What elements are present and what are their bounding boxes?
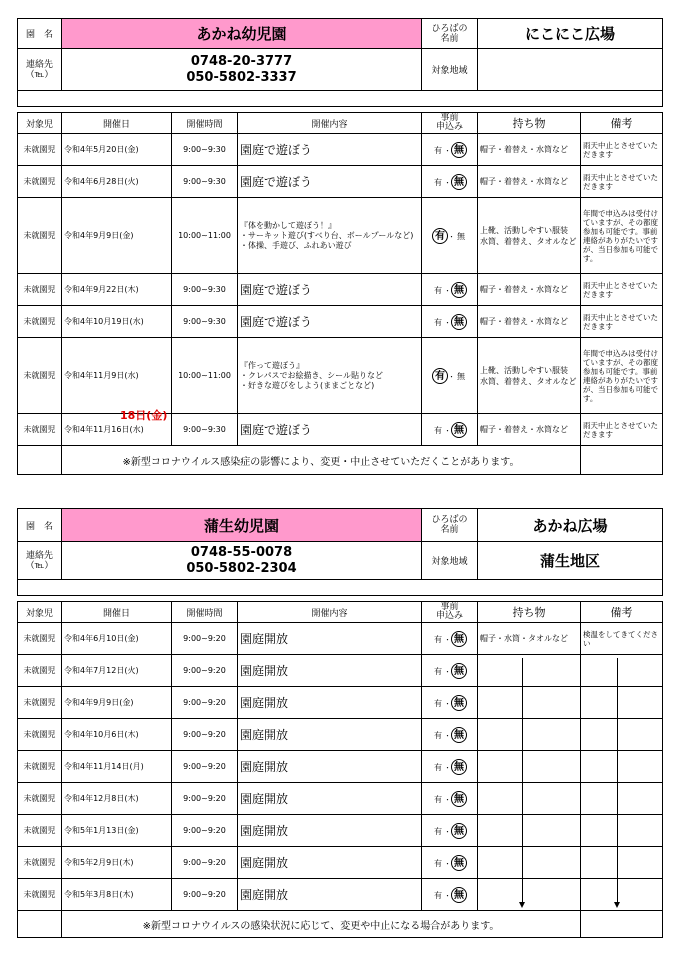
- notes-cell: [581, 687, 663, 719]
- reservation-yes: 有: [434, 177, 442, 187]
- table-row: [18, 847, 663, 879]
- schedule-table: [17, 601, 663, 938]
- hiroba-label-text: ひろばの 名前: [431, 515, 468, 535]
- footnote-spacer-right: [581, 446, 663, 475]
- reservation-separator: ・: [444, 178, 451, 187]
- notes-continuation-arrow-icon: [614, 902, 620, 908]
- phone-numbers: [62, 49, 422, 91]
- content-cell: 園庭開放: [238, 623, 422, 655]
- reservation-no-circled: 無: [451, 282, 467, 298]
- target-cell: 未就園児: [18, 338, 62, 414]
- header-time: 開催時間: [172, 602, 238, 623]
- reservation-separator: ・: [444, 699, 451, 708]
- date-cell: 令和5年2月9日(木): [62, 847, 172, 879]
- reservation-no-circled: 無: [451, 314, 467, 330]
- date-cell: 令和5年1月13日(金): [62, 815, 172, 847]
- spacer-row: [18, 580, 663, 596]
- notes-cell: 雨天中止とさせていただきます: [581, 274, 663, 306]
- phone-number-1: 0748-55-0078: [190, 544, 293, 560]
- footnote: ※新型コロナウイルス感染症の影響により、変更・中止させていただくことがあります。: [62, 446, 581, 475]
- reservation-cell: [422, 306, 478, 338]
- items-cell: 上靴、活動しやすい服装 水筒、着替え、タオルなど: [478, 338, 581, 414]
- time-cell: 10:00~11:00: [172, 338, 238, 414]
- notes-continuation-arrow-line: [617, 658, 618, 902]
- items-cell: 帽子・着替え・水筒など: [478, 414, 581, 446]
- items-cell: [478, 655, 581, 687]
- reservation-separator: ・: [444, 146, 451, 155]
- kindergarten-name: あかね幼児園: [62, 19, 422, 49]
- header-row: [18, 602, 663, 623]
- target-cell: 未就園児: [18, 751, 62, 783]
- notes-cell: [581, 879, 663, 911]
- header-reservation-text: 事前 申込み: [435, 113, 463, 132]
- time-cell: 9:00~9:20: [172, 623, 238, 655]
- header-reservation: [422, 602, 478, 623]
- contact-label-text: 連絡先 （℡）: [25, 550, 54, 571]
- reservation-cell: [422, 847, 478, 879]
- time-cell: 9:00~9:20: [172, 847, 238, 879]
- items-cell: 帽子・着替え・水筒など: [478, 306, 581, 338]
- reservation-separator: ・: [444, 827, 451, 836]
- reservation-no-circled: 無: [451, 663, 467, 679]
- reservation-yes: 有: [434, 425, 442, 435]
- header-notes: 備考: [581, 602, 663, 623]
- area-label: 対象地域: [422, 49, 478, 91]
- date-cell: 令和4年6月10日(金): [62, 623, 172, 655]
- reservation-yes: 有: [434, 858, 442, 868]
- reservation-yes: 有: [434, 317, 442, 327]
- table-row: [18, 687, 663, 719]
- reservation-no-circled: 無: [451, 727, 467, 743]
- kindergarten-name: 蒲生幼児園: [62, 509, 422, 542]
- time-cell: 9:00~9:20: [172, 687, 238, 719]
- kindergarten-label: 園 名: [18, 509, 62, 542]
- target-cell: 未就園児: [18, 815, 62, 847]
- schedule-sheet-akane: [17, 18, 662, 475]
- content-cell: 園庭開放: [238, 751, 422, 783]
- reservation-cell: [422, 414, 478, 446]
- date-cell: [62, 409, 172, 446]
- target-cell: 未就園児: [18, 623, 62, 655]
- spacer-row: [18, 91, 663, 107]
- reservation-separator: ・: [444, 731, 451, 740]
- header-target: 対象児: [18, 602, 62, 623]
- items-cell: [478, 815, 581, 847]
- reservation-separator: ・: [444, 667, 451, 676]
- reservation-yes: 有: [434, 145, 442, 155]
- footnote-spacer-right: [581, 911, 663, 938]
- schedule-table: [17, 112, 663, 475]
- notes-cell: 雨天中止とさせていただきます: [581, 306, 663, 338]
- contact-label: [18, 49, 62, 91]
- phone-number-1: 0748-20-3777: [190, 53, 293, 69]
- date-cell: 令和4年10月19日(水): [62, 306, 172, 338]
- notes-cell: 年間で申込みは受付けていますが、その都度参加も可能です。事前連絡がありがたいですが、当日参加も可能です。: [581, 338, 663, 414]
- target-cell: 未就園児: [18, 414, 62, 446]
- time-cell: 9:00~9:20: [172, 783, 238, 815]
- time-cell: 9:00~9:30: [172, 274, 238, 306]
- date-correction: 18日(金): [120, 409, 168, 422]
- area-value: 蒲生地区: [478, 542, 663, 580]
- items-cell: [478, 783, 581, 815]
- header-date: 開催日: [62, 113, 172, 134]
- notes-cell: [581, 847, 663, 879]
- reservation-yes: 有: [434, 826, 442, 836]
- reservation-separator: ・: [444, 795, 451, 804]
- content-cell: 園庭で遊ぼう: [238, 414, 422, 446]
- content-cell: 園庭で遊ぼう: [238, 274, 422, 306]
- area-label: 対象地域: [422, 542, 478, 580]
- reservation-yes: 有: [434, 666, 442, 676]
- target-cell: 未就園児: [18, 655, 62, 687]
- date-cell: 令和4年10月6日(木): [62, 719, 172, 751]
- target-cell: 未就園児: [18, 198, 62, 274]
- items-cell: 帽子・着替え・水筒など: [478, 166, 581, 198]
- reservation-no-circled: 無: [451, 422, 467, 438]
- hiroba-label: [422, 509, 478, 542]
- footnote: ※新型コロナウイルスの感染状況に応じて、変更や中止になる場合があります。: [62, 911, 581, 938]
- footnote-spacer: [18, 446, 62, 475]
- reservation-no-circled: 無: [451, 791, 467, 807]
- reservation-separator: ・: [444, 859, 451, 868]
- target-cell: 未就園児: [18, 166, 62, 198]
- items-cell: 帽子・着替え・水筒など: [478, 274, 581, 306]
- items-cell: 帽子・水筒・タオルなど: [478, 623, 581, 655]
- header-reservation-text: 事前 申込み: [435, 602, 463, 621]
- reservation-no-circled: 無: [451, 174, 467, 190]
- reservation-separator: ・: [444, 286, 451, 295]
- date-cell: 令和4年9月9日(金): [62, 198, 172, 274]
- reservation-separator: ・: [444, 891, 451, 900]
- target-cell: 未就園児: [18, 134, 62, 166]
- target-cell: 未就園児: [18, 783, 62, 815]
- header-row: [18, 113, 663, 134]
- time-cell: 9:00~9:20: [172, 751, 238, 783]
- notes-cell: [581, 783, 663, 815]
- table-row: [18, 751, 663, 783]
- time-cell: 9:00~9:30: [172, 166, 238, 198]
- date-cell: 令和4年7月12日(火): [62, 655, 172, 687]
- reservation-yes: 有: [434, 730, 442, 740]
- time-cell: 9:00~9:30: [172, 306, 238, 338]
- reservation-yes: 有: [434, 762, 442, 772]
- reservation-separator: ・: [448, 232, 455, 241]
- date-cell: 令和4年9月9日(金): [62, 687, 172, 719]
- items-cell: [478, 847, 581, 879]
- table-row: [18, 623, 663, 655]
- schedule-body: [18, 134, 663, 446]
- notes-cell: 雨天中止とさせていただきます: [581, 134, 663, 166]
- date-text: 令和4年11月16日(水): [64, 425, 144, 434]
- reservation-cell: [422, 166, 478, 198]
- table-row: [18, 306, 663, 338]
- content-cell: 園庭開放: [238, 879, 422, 911]
- content-cell: 園庭開放: [238, 783, 422, 815]
- reservation-yes: 有: [434, 698, 442, 708]
- table-row: [18, 655, 663, 687]
- header-items: 持ち物: [478, 113, 581, 134]
- table-row: [18, 414, 663, 446]
- content-cell: 『体を動かして遊ぼう！』 ・サーキット遊び(すべり台、ボールプールなど) ・体操、手遊び、ふれあい遊び: [238, 198, 422, 274]
- reservation-separator: ・: [444, 635, 451, 644]
- notes-cell: [581, 719, 663, 751]
- date-cell: 令和4年9月22日(木): [62, 274, 172, 306]
- date-cell: 令和4年12月8日(木): [62, 783, 172, 815]
- notes-cell: 雨天中止とさせていただきます: [581, 166, 663, 198]
- reservation-no-circled: 無: [451, 142, 467, 158]
- items-cell: 帽子・着替え・水筒など: [478, 134, 581, 166]
- hiroba-name: にこにこ広場: [478, 19, 663, 49]
- reservation-no-circled: 無: [451, 855, 467, 871]
- schedule-body: [18, 623, 663, 911]
- phone-number-2: 050-5802-3337: [186, 69, 297, 85]
- contact-label: [18, 542, 62, 580]
- notes-cell: 年間で申込みは受付けていますが、その都度参加も可能です。事前連絡がありがたいですが、当日参加も可能です。: [581, 198, 663, 274]
- notes-cell: [581, 751, 663, 783]
- items-cell: [478, 719, 581, 751]
- reservation-cell: [422, 783, 478, 815]
- header-notes: 備考: [581, 113, 663, 134]
- date-cell: 令和5年3月8日(木): [62, 879, 172, 911]
- date-cell: 令和4年5月20日(金): [62, 134, 172, 166]
- header-reservation: [422, 113, 478, 134]
- table-row: [18, 879, 663, 911]
- hiroba-label: [422, 19, 478, 49]
- hiroba-name: あかね広場: [478, 509, 663, 542]
- reservation-cell: [422, 623, 478, 655]
- reservation-separator: ・: [444, 763, 451, 772]
- reservation-no: 無: [457, 371, 465, 381]
- reservation-yes-circled: 有: [432, 228, 448, 244]
- content-cell: 園庭開放: [238, 719, 422, 751]
- content-cell: 園庭で遊ぼう: [238, 134, 422, 166]
- items-continuation-arrow-icon: [519, 902, 525, 908]
- reservation-cell: [422, 198, 478, 274]
- items-continuation-arrow-line: [522, 658, 523, 902]
- content-cell: 園庭開放: [238, 847, 422, 879]
- content-cell: 園庭開放: [238, 655, 422, 687]
- table-row: [18, 166, 663, 198]
- phone-numbers: [62, 542, 422, 580]
- target-cell: 未就園児: [18, 879, 62, 911]
- items-cell: 上靴、活動しやすい服装 水筒、着替え、タオルなど: [478, 198, 581, 274]
- info-table: [17, 18, 663, 107]
- table-row: [18, 198, 663, 274]
- content-cell: 園庭で遊ぼう: [238, 166, 422, 198]
- reservation-no-circled: 無: [451, 759, 467, 775]
- contact-label-text: 連絡先 （℡）: [25, 59, 54, 80]
- footnote-spacer: [18, 911, 62, 938]
- table-row: [18, 815, 663, 847]
- reservation-yes: 有: [434, 285, 442, 295]
- reservation-cell: [422, 274, 478, 306]
- content-cell: 園庭開放: [238, 687, 422, 719]
- time-cell: 9:00~9:20: [172, 879, 238, 911]
- target-cell: 未就園児: [18, 306, 62, 338]
- target-cell: 未就園児: [18, 274, 62, 306]
- schedule-sheet-gamo: [17, 508, 662, 938]
- reservation-cell: [422, 655, 478, 687]
- header-content: 開催内容: [238, 113, 422, 134]
- kindergarten-label: 園 名: [18, 19, 62, 49]
- reservation-no-circled: 無: [451, 823, 467, 839]
- table-row: [18, 134, 663, 166]
- table-row: [18, 783, 663, 815]
- area-value: [478, 49, 663, 91]
- notes-cell: 検温をしてきてください: [581, 623, 663, 655]
- reservation-yes: 有: [434, 794, 442, 804]
- phone-number-2: 050-5802-2304: [186, 560, 297, 576]
- reservation-cell: [422, 719, 478, 751]
- date-cell: 令和4年11月9日(水): [62, 338, 172, 414]
- reservation-cell: [422, 751, 478, 783]
- reservation-no-circled: 無: [451, 695, 467, 711]
- header-target: 対象児: [18, 113, 62, 134]
- content-cell: 園庭で遊ぼう: [238, 306, 422, 338]
- time-cell: 9:00~9:20: [172, 815, 238, 847]
- header-items: 持ち物: [478, 602, 581, 623]
- items-cell: [478, 879, 581, 911]
- reservation-separator: ・: [444, 318, 451, 327]
- table-row: [18, 719, 663, 751]
- reservation-no-circled: 無: [451, 887, 467, 903]
- reservation-yes-circled: 有: [432, 368, 448, 384]
- date-cell: 令和4年6月28日(火): [62, 166, 172, 198]
- reservation-yes: 有: [434, 634, 442, 644]
- header-date: 開催日: [62, 602, 172, 623]
- target-cell: 未就園児: [18, 847, 62, 879]
- reservation-cell: [422, 879, 478, 911]
- items-cell: [478, 687, 581, 719]
- notes-cell: [581, 815, 663, 847]
- reservation-no: 無: [457, 231, 465, 241]
- table-row: [18, 338, 663, 414]
- target-cell: 未就園児: [18, 687, 62, 719]
- reservation-no-circled: 無: [451, 631, 467, 647]
- time-cell: 9:00~9:20: [172, 719, 238, 751]
- time-cell: 9:00~9:30: [172, 414, 238, 446]
- notes-cell: [581, 655, 663, 687]
- time-cell: 10:00~11:00: [172, 198, 238, 274]
- reservation-cell: [422, 134, 478, 166]
- info-table: [17, 508, 663, 596]
- content-cell: 『作って遊ぼう』 ・クレパスでお絵描き、シール貼りなど ・好きな遊びをしよう(ままごとなど): [238, 338, 422, 414]
- content-cell: 園庭開放: [238, 815, 422, 847]
- time-cell: 9:00~9:20: [172, 655, 238, 687]
- table-row: [18, 274, 663, 306]
- time-cell: 9:00~9:30: [172, 134, 238, 166]
- reservation-cell: [422, 815, 478, 847]
- target-cell: 未就園児: [18, 719, 62, 751]
- reservation-cell: [422, 687, 478, 719]
- hiroba-label-text: ひろばの 名前: [431, 23, 468, 44]
- reservation-separator: ・: [448, 372, 455, 381]
- reservation-yes: 有: [434, 890, 442, 900]
- date-cell: 令和4年11月14日(月): [62, 751, 172, 783]
- notes-cell: 雨天中止とさせていただきます: [581, 414, 663, 446]
- reservation-separator: ・: [444, 426, 451, 435]
- reservation-cell: [422, 338, 478, 414]
- header-time: 開催時間: [172, 113, 238, 134]
- items-cell: [478, 751, 581, 783]
- header-content: 開催内容: [238, 602, 422, 623]
